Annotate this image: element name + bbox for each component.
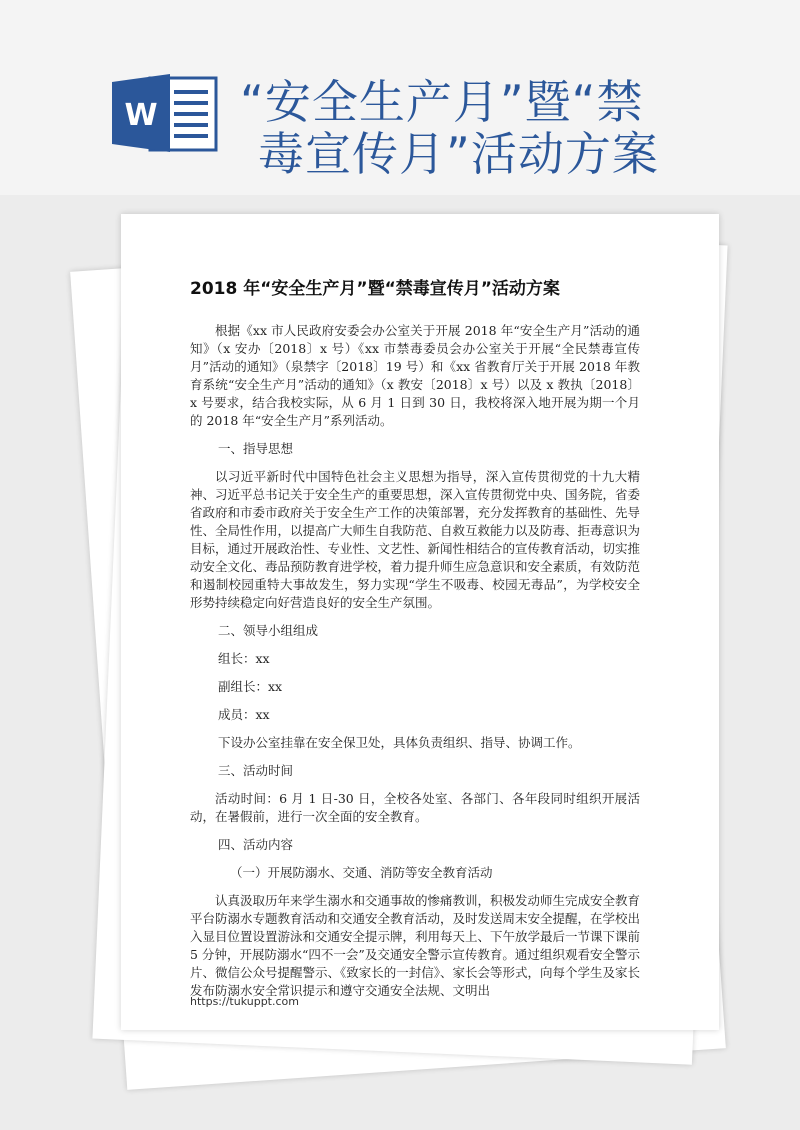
members-line: 成员：xx [218,707,270,722]
document-title: 2018 年“安全生产月”暨“禁毒宣传月”活动方案 [190,279,560,299]
section-heading-activity-content: 四、活动内容 [218,837,294,852]
banner-title-line-1: “安全生产月”暨“禁 [240,75,644,129]
footer-url[interactable]: https://tukuppt.com [190,995,299,1008]
section-heading-guiding-ideology: 一、指导思想 [218,441,294,456]
subsection-heading-safety-education: （一）开展防溺水、交通、消防等安全教育活动 [230,865,493,880]
banner-title-line-2: 毒宣传月”活动方案 [258,127,659,181]
document-body [190,280,640,1006]
guiding-ideology-paragraph: 以习近平新时代中国特色社会主义思想为指导，深入宣传贯彻党的十九大精神、习近平总书记关于安全生产的重要思想，深入宣传贯彻党中央、国务院，省委省政府和市委市政府关于安全生产工作的决策部署，充分发挥教育的基础性、先导性、全局性作用，以提高广大师生自我防范、自救互救能力以及防毒、拒毒意识为目标，通过开展政治性、专业性、文艺性、新闻性相结合的宣传教育活动，切实推动安全文化、毒品预防教育进学校，着力提升师生应急意识和安全素质，有效防范和遏制校园重特大事故发生，努力实现“学生不吸毒、校园无毒品”，为学校安全形势持续稳定向好营造良好的安全生产氛围。 [190,469,641,610]
deputy-leader-line: 副组长：xx [218,679,283,694]
word-document-icon [112,72,220,154]
office-line: 下设办公室挂靠在安全保卫处，具体负责组织、指导、协调工作。 [218,735,581,750]
leader-line: 组长：xx [218,651,270,666]
safety-education-paragraph: 认真汲取历年来学生溺水和交通事故的惨痛教训，积极发动师生完成安全教育平台防溺水专题教育活动和交通安全教育活动，及时发送周末安全提醒，在学校出入显目位置设置游泳和交通安全提示牌，利用每天上、下午放学最后一节课下课前 5 分钟，开展防溺水“四不一会”及交通安全警示宣传教育。通过组织观看安全警示片、微信公众号提醒警示、《致家长的一封信》、家长会等形式，向每个学生及家长发布防溺水安全常识提示和遵守交通安全法规、文明出 [190,893,641,998]
svg-text:W: W [124,98,158,133]
intro-paragraph: 根据《xx 市人民政府安委会办公室关于开展 2018 年“安全生产月”活动的通知》（x 安办〔2018〕x 号）《xx 市禁毒委员会办公室关于开展“全民禁毒宣传月”活动的通知》（泉禁字〔2018〕19 号）和《xx 省教育厅关于开展 2018 年教育系统“安全生产月”活动的通知》（x 教安〔2018〕x 号）以及 x 教执〔2018〕x 号要求，结合我校实际，从 6 月 1 日到 30 日，我校将深入地开展为期一个月的 2018 年“安全生产月”系列活动。 [190,323,640,428]
section-heading-leadership-group: 二、领导小组组成 [218,623,319,638]
banner-header [0,0,800,195]
section-heading-activity-time: 三、活动时间 [218,763,294,778]
activity-time-paragraph: 活动时间：6 月 1 日-30 日，全校各处室、各部门、各年段同时组织开展活动，在暑假前，进行一次全面的安全教育。 [190,791,640,824]
